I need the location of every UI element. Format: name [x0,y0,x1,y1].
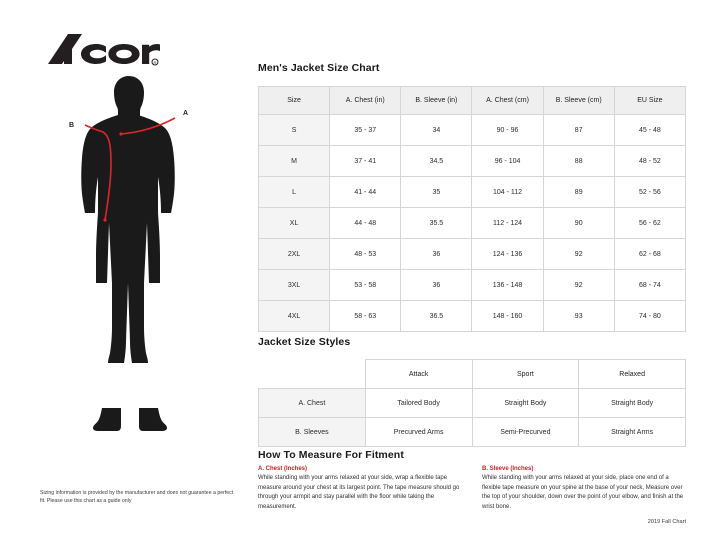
size-chart-title: Men's Jacket Size Chart [258,62,380,74]
cell-size: 2XL [259,239,330,270]
cell-chest-in: 58 - 63 [330,301,401,332]
table-row [259,389,686,418]
styles-col-header-sport: Sport [472,360,579,389]
cell-chest-cm: 148 - 160 [472,301,543,332]
styles-cell-relaxed: Straight Body [579,389,686,418]
cell-eu-size: 68 - 74 [614,270,685,301]
cell-sleeve-in: 35.5 [401,208,472,239]
measure-heading-chest: A. Chest (Inches) [258,466,308,472]
styles-cell-sport: Semi-Precurved [472,418,579,447]
styles-col-header-attack: Attack [365,360,472,389]
styles-cell-attack: Precurved Arms [365,418,472,447]
styles-col-header-relaxed: Relaxed [579,360,686,389]
size-chart-table [258,86,686,332]
table-row [259,270,686,301]
cell-sleeve-cm: 90 [543,208,614,239]
cell-sleeve-cm: 93 [543,301,614,332]
cell-eu-size: 48 - 52 [614,146,685,177]
measure-column-sleeve [482,466,686,513]
table-row [259,177,686,208]
table-row [259,115,686,146]
cell-chest-in: 35 - 37 [330,115,401,146]
col-header-eu-size: EU Size [614,87,685,115]
left-panel [0,0,250,540]
cell-sleeve-in: 35 [401,177,472,208]
styles-cell-attack: Tailored Body [365,389,472,418]
svg-text:R: R [153,60,157,65]
cell-size: M [259,146,330,177]
table-row [259,208,686,239]
col-header-chest-cm: A. Chest (cm) [472,87,543,115]
cell-sleeve-in: 34 [401,115,472,146]
table-row [259,301,686,332]
cell-size: L [259,177,330,208]
disclaimer-text: Sizing information is provided by the manufacturer and does not guarantee a perfect fit. Please use this chart as a guide only [40,490,234,505]
cell-sleeve-cm: 89 [543,177,614,208]
col-header-sleeve-cm: B. Sleeve (cm) [543,87,614,115]
styles-row-label: A. Chest [259,389,366,418]
col-header-size: Size [259,87,330,115]
cell-eu-size: 45 - 48 [614,115,685,146]
cell-sleeve-in: 34.5 [401,146,472,177]
styles-col-header-blank [259,360,366,389]
callout-label-a: A [183,110,189,117]
styles-row-label: B. Sleeves [259,418,366,447]
cell-eu-size: 52 - 56 [614,177,685,208]
cell-chest-cm: 112 - 124 [472,208,543,239]
callout-label-b: B [69,122,75,129]
cell-sleeve-in: 36.5 [401,301,472,332]
icon-logo [40,30,160,70]
jacket-size-styles-table [258,359,686,447]
measure-text-chest: While standing with your arms relaxed at your side, wrap a flexible tape measure around your chest at its largest point. The tape measure should go through your armpit and stay parallel with the floor while taking the measurement. [258,475,460,511]
cell-eu-size: 56 - 62 [614,208,685,239]
cell-sleeve-cm: 92 [543,239,614,270]
how-to-measure-block [258,466,686,513]
styles-cell-relaxed: Straight Arms [579,418,686,447]
cell-chest-in: 37 - 41 [330,146,401,177]
measure-heading-sleeve: B. Sleeve (Inches) [482,466,534,472]
cell-size: S [259,115,330,146]
measure-column-chest [258,466,462,513]
table-row [259,239,686,270]
cell-sleeve-in: 36 [401,270,472,301]
cell-chest-cm: 124 - 136 [472,239,543,270]
cell-sleeve-in: 36 [401,239,472,270]
cell-chest-cm: 104 - 112 [472,177,543,208]
cell-chest-in: 44 - 48 [330,208,401,239]
col-header-chest-in: A. Chest (in) [330,87,401,115]
cell-size: XL [259,208,330,239]
cell-chest-cm: 136 - 148 [472,270,543,301]
cell-size: 4XL [259,301,330,332]
cell-chest-in: 48 - 53 [330,239,401,270]
jacket-size-styles-title: Jacket Size Styles [258,336,351,348]
cell-eu-size: 74 - 80 [614,301,685,332]
cell-sleeve-cm: 92 [543,270,614,301]
cell-sleeve-cm: 87 [543,115,614,146]
table-header-row [259,87,686,115]
how-to-measure-title: How To Measure For Fitment [258,449,404,461]
col-header-sleeve-in: B. Sleeve (in) [401,87,472,115]
footer-note: 2019 Fall Chart [647,519,686,525]
table-row [259,146,686,177]
measure-text-sleeve: While standing with your arms relaxed at your side, place one end of a flexible tape measure on your spine at the base of your neck, Measure over the top of your shoulder, down over the point of your elbow, and finish at the wrist bone. [482,475,684,511]
styles-cell-sport: Straight Body [472,389,579,418]
styles-header-row [259,360,686,389]
cell-eu-size: 62 - 68 [614,239,685,270]
cell-sleeve-cm: 88 [543,146,614,177]
table-row [259,418,686,447]
cell-size: 3XL [259,270,330,301]
cell-chest-in: 53 - 58 [330,270,401,301]
cell-chest-cm: 96 - 104 [472,146,543,177]
cell-chest-in: 41 - 44 [330,177,401,208]
body-measurement-figure [55,70,230,440]
cell-chest-cm: 90 - 96 [472,115,543,146]
